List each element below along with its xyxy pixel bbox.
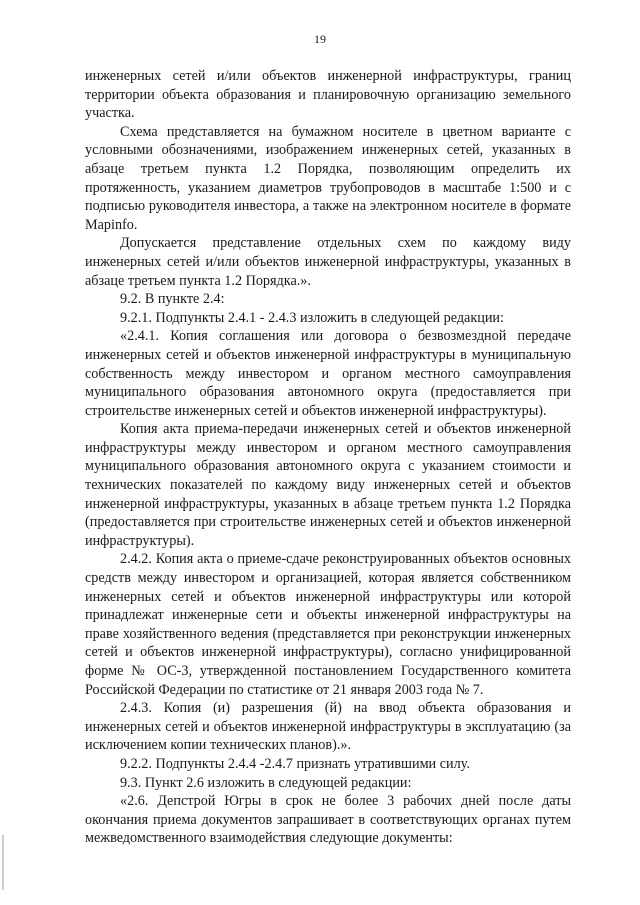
paragraph-item-2-4-1: «2.4.1. Копия соглашения или договора о безвозмездной передаче инженерных сетей и объектов инженерной инфраструктуры в муниципальную собственность между инвестором и органом местного самоуправления муниципального образования автономного округа (предоставляется при строительстве инженерных сетей и объектов инженерной инфраструктуры). bbox=[85, 328, 571, 419]
paragraph-item-2-4-3: 2.4.3. Копия (и) разрешения (й) на ввод объекта образования и инженерных сетей и объектов инженерной инфраструктуры в эксплуатацию (за исключением копии технических планов).». bbox=[85, 700, 571, 754]
paragraph-scheme-description: Схема представляется на бумажном носителе в цветном варианте с условными обозначениями, изображением инженерных сетей, указанных в абзаце третьем пункта 1.2 Порядка, позволяющим определить их протяженность, указанием диаметров трубопроводов в масштабе 1:500 и с подписью руководителя инвестора, а также на электронном носителе в формате Mapinfo. bbox=[85, 123, 571, 233]
paragraph-item-2-4-2: 2.4.2. Копия акта о приеме-сдаче реконструированных объектов основных средств между инвестором и организацией, которая является собственником инженерных сетей и объектов инженерной инфраструктуры или которой принадлежат инженерные сети и объекты инженерной инфраструктуры на праве хозяйственного ведения (представляется при реконструкции инженерных сетей и объектов инженерной инфраструктуры), согласно унифицированной форме № ОС-3, утвержденной постановлением Государственного комитета Российской Федерации по статистике от 21 января 2003 года № 7. bbox=[85, 551, 571, 698]
paragraph-acceptance-act: Копия акта приема-передачи инженерных сетей и объектов инженерной инфраструктуры между инвестором и органом местного самоуправления муниципального образования автономного округа с указанием стоимости и технических показателей по каждому виду инженерных сетей и объектов инженерной инфраструктуры, указанных в абзаце третьем пункта 1.2 Порядка (предоставляется при строительстве инженерных сетей и объектов инженерной инфраструктуры). bbox=[85, 421, 571, 549]
document-body bbox=[85, 67, 571, 848]
paragraph-item-9-2-1: 9.2.1. Подпункты 2.4.1 - 2.4.3 изложить в следующей редакции: bbox=[120, 309, 504, 326]
paragraph-item-9-3: 9.3. Пункт 2.6 изложить в следующей редакции: bbox=[120, 774, 412, 791]
scan-edge-mark bbox=[2, 835, 4, 890]
paragraph-item-2-6: «2.6. Депстрой Югры в срок не более 3 рабочих дней после даты окончания приема документов запрашивает в соответствующих органах путем межведомственного взаимодействия следующие документы: bbox=[85, 793, 571, 847]
paragraph-item-9-2-2: 9.2.2. Подпункты 2.4.4 -2.4.7 признать утратившими силу. bbox=[120, 755, 470, 772]
page-number: 19 bbox=[314, 32, 326, 46]
paragraph-continuation: инженерных сетей и/или объектов инженерной инфраструктуры, границ территории объекта образования и планировочную организацию земельного участка. bbox=[85, 68, 571, 122]
paragraph-item-9-2: 9.2. В пункте 2.4: bbox=[120, 291, 225, 308]
paragraph-separate-schemes: Допускается представление отдельных схем по каждому виду инженерных сетей и/или объектов инженерной инфраструктуры, указанных в абзаце третьем пункта 1.2 Порядка.». bbox=[85, 235, 571, 289]
